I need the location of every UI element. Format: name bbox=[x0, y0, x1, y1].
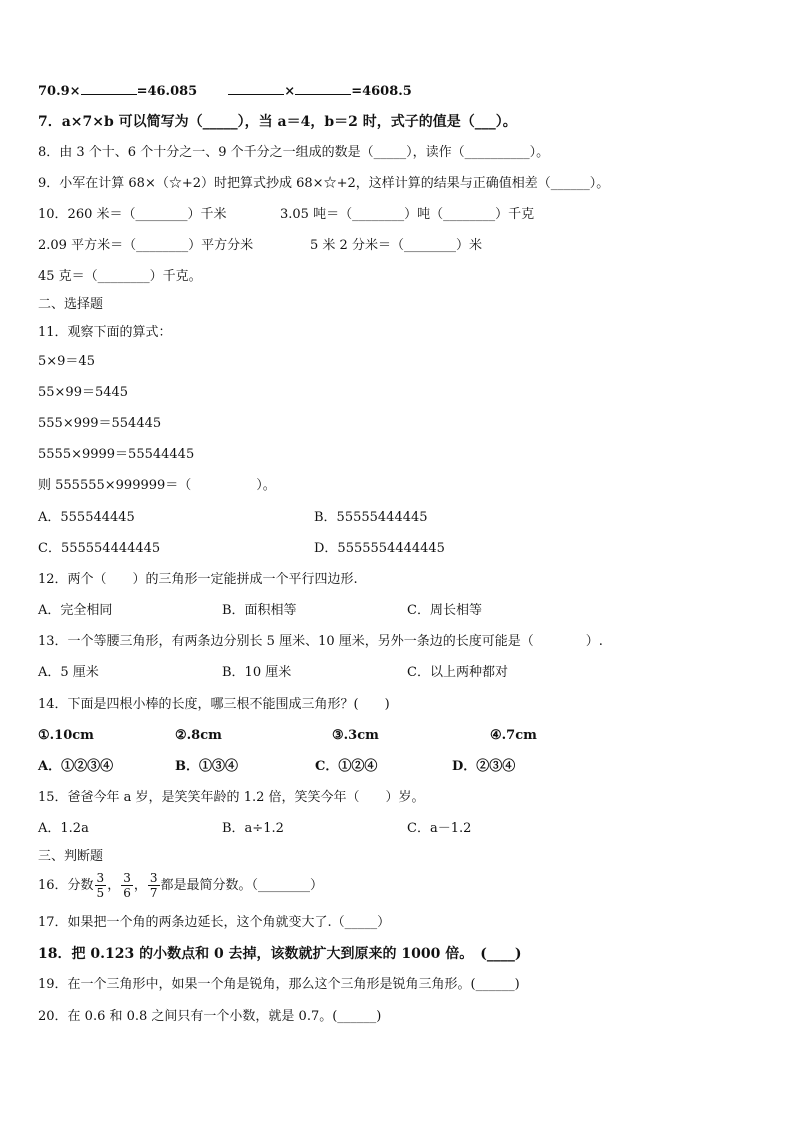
question-9: 9．小军在计算 68×（☆+2）时把算式抄成 68×☆+2，这样计算的结果与正确值相差（______）。 bbox=[38, 176, 610, 191]
question-18: 18．把 0.123 的小数点和 0 去掉，该数就扩大到原来的 1000 倍。 (____) bbox=[38, 946, 522, 962]
q14-option-b[interactable]: B．①③④ bbox=[175, 759, 238, 774]
question-8: 8．由 3 个十、6 个十分之一、9 个千分之一组成的数是（_____），读作（__________）。 bbox=[38, 145, 550, 160]
q10-part-a: 10．260 米＝（________）千米 bbox=[38, 207, 227, 222]
q14-stick-3: ③.3cm bbox=[332, 728, 379, 743]
q10-part-e: 45 克＝（________）千克。 bbox=[38, 269, 202, 284]
fraction-3-5: $\frac{3}{5}$ bbox=[96, 871, 105, 900]
q12-option-b[interactable]: B．面积相等 bbox=[222, 603, 297, 618]
q11-option-c[interactable]: C．555554444445 bbox=[38, 541, 161, 556]
question-19: 19．在一个三角形中，如果一个角是锐角，那么这个三角形是锐角三角形。(______) bbox=[38, 977, 520, 992]
q14-option-c[interactable]: C．①②④ bbox=[315, 759, 378, 774]
q14-option-d[interactable]: D．②③④ bbox=[452, 759, 516, 774]
question-6-continuation bbox=[38, 82, 412, 101]
q15-option-a[interactable]: A．1.2a bbox=[38, 821, 89, 836]
q14-stick-2: ②.8cm bbox=[175, 728, 222, 743]
section-heading-judge: 三、判断题 bbox=[38, 849, 104, 864]
q6-expression-2-right: =4608.5 bbox=[351, 84, 412, 99]
q16-prefix: 16．分数 bbox=[38, 878, 94, 893]
q14-stick-1: ①.10cm bbox=[38, 728, 94, 743]
q11-equation-1: 5×9＝45 bbox=[38, 354, 95, 369]
answer-blank[interactable] bbox=[295, 82, 351, 95]
q10-part-b: 3.05 吨＝（________）吨（________）千克 bbox=[280, 207, 535, 222]
question-12-stem: 12．两个（ ）的三角形一定能拼成一个平行四边形. bbox=[38, 572, 358, 587]
fraction-3-6: $\frac{3}{6}$ bbox=[123, 871, 131, 900]
q11-option-d[interactable]: D．5555554444445 bbox=[314, 541, 445, 556]
q12-option-a[interactable]: A．完全相同 bbox=[38, 603, 113, 618]
q16-suffix: 都是最简分数。（________） bbox=[160, 878, 324, 893]
answer-blank[interactable] bbox=[228, 82, 284, 95]
q6-expression-2-mid: × bbox=[284, 84, 296, 99]
q11-equation-2: 55×99＝5445 bbox=[38, 385, 129, 400]
q11-question: 则 555555×999999＝（ ）。 bbox=[38, 478, 276, 493]
fraction-3-7: $\frac{3}{7}$ bbox=[149, 871, 158, 900]
question-17: 17．如果把一个角的两条边延长，这个角就变大了.（_____） bbox=[38, 915, 391, 930]
question-10-line-1 bbox=[38, 206, 227, 224]
question-13-stem: 13．一个等腰三角形，有两条边分别长 5 厘米、10 厘米，另外一条边的长度可能是（ ）. bbox=[38, 634, 603, 649]
q6-expression-1-left: 70.9× bbox=[38, 84, 81, 99]
q13-option-b[interactable]: B．10 厘米 bbox=[222, 665, 292, 680]
q14-option-a[interactable]: A．①②③④ bbox=[38, 759, 114, 774]
question-11-stem: 11．观察下面的算式： bbox=[38, 325, 172, 340]
answer-blank[interactable] bbox=[81, 82, 137, 95]
q15-option-b[interactable]: B．a÷1.2 bbox=[222, 821, 284, 836]
q11-option-a[interactable]: A．555544445 bbox=[38, 510, 135, 525]
question-14-stem: 14．下面是四根小棒的长度，哪三根不能围成三角形？( ) bbox=[38, 697, 390, 712]
section-heading-choice: 二、选择题 bbox=[38, 297, 104, 312]
q11-equation-3: 555×999＝554445 bbox=[38, 416, 162, 431]
q10-part-d: 5 米 2 分米＝（________）米 bbox=[310, 238, 482, 253]
q10-part-c: 2.09 平方米＝（________）平方分米 bbox=[38, 238, 254, 253]
question-20: 20．在 0.6 和 0.8 之间只有一个小数，就是 0.7。(______) bbox=[38, 1009, 382, 1024]
q15-option-c[interactable]: C．a－1.2 bbox=[407, 821, 472, 836]
question-16: 16．分数 $\frac{3}{5}$ ， $\frac{3}{6}$ ， $\frac{3}{7}$ 都是最简分数。（________） bbox=[38, 871, 324, 900]
q6-expression-1-right: =46.085 bbox=[136, 84, 198, 99]
q13-option-a[interactable]: A．5 厘米 bbox=[38, 665, 99, 680]
question-15-stem: 15．爸爸今年 a 岁，是笑笑年龄的 1.2 倍，笑笑今年（ ）岁。 bbox=[38, 790, 425, 805]
question-7: 7．a×7×b 可以简写为（_____），当 a＝4，b＝2 时，式子的值是（___）。 bbox=[38, 114, 517, 130]
q13-option-c[interactable]: C．以上两种都对 bbox=[407, 665, 508, 680]
q11-option-b[interactable]: B．55555444445 bbox=[314, 510, 428, 525]
q11-equation-4: 5555×9999＝55544445 bbox=[38, 447, 195, 462]
q12-option-c[interactable]: C．周长相等 bbox=[407, 603, 482, 618]
q14-stick-4: ④.7cm bbox=[490, 728, 537, 743]
